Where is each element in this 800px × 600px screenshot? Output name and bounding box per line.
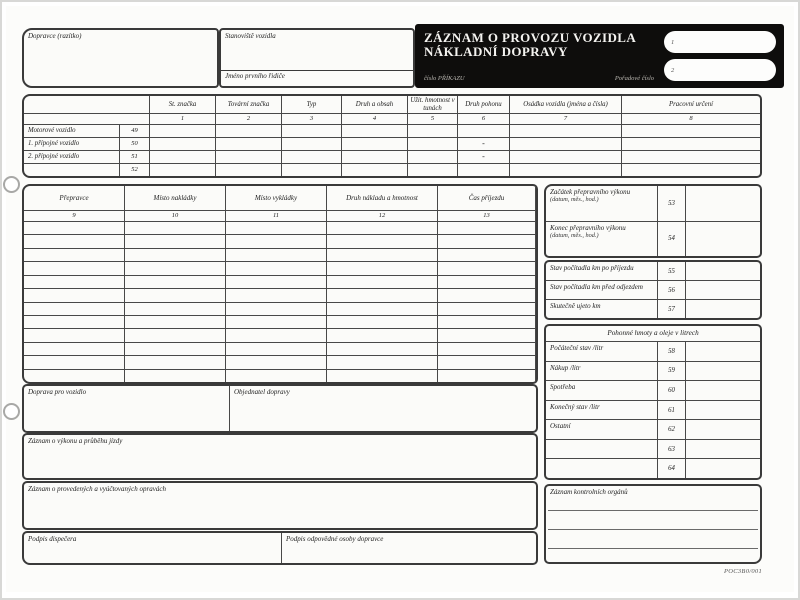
vehicle-col-header: Užit. hmotnost v tunách	[408, 96, 458, 113]
journey-table	[22, 184, 538, 384]
signature-band	[22, 531, 538, 565]
vehicle-col-num: 3	[282, 113, 342, 124]
transport-start-row: Začátek přepravního výkonu (datum, měs., hod.) 53	[546, 186, 760, 221]
field-value-blank	[686, 381, 760, 400]
vehicle-col-header: Druh pohonu	[458, 96, 510, 113]
journey-table-row	[24, 261, 536, 274]
field-number: 63	[658, 440, 686, 459]
field-number: 60	[658, 381, 686, 400]
transport-end-row: Konec přepravního výkonu (datum, měs., hod.) 54	[546, 221, 760, 257]
form-subtitle-left: číslo PŘÍKAZU	[424, 75, 465, 82]
km-driven-row: Skutečně ujeto km 57	[546, 299, 760, 318]
vehicle-table	[22, 94, 762, 178]
odometer-arrival-row: Stav počítadla km po příjezdu 55	[546, 262, 760, 280]
field-number: 56	[658, 281, 686, 299]
journey-table-header	[24, 186, 536, 210]
vehicle-col-num: 5	[408, 113, 458, 124]
repairs-record-label: Záznam o provedených a vyúčtovaných opravách	[28, 485, 166, 493]
form-subtitle	[424, 75, 654, 82]
document-number-field-2	[664, 59, 776, 81]
fuel-other-row: Ostatní 62	[546, 419, 760, 439]
journey-col-num: 11	[226, 210, 327, 221]
document-number-field-1-index: 1	[671, 38, 675, 46]
journey-table-row	[24, 328, 536, 341]
form-title-block	[415, 24, 784, 88]
journey-table-row	[24, 369, 536, 382]
journey-col-header: Přepravce	[24, 186, 125, 210]
journey-table-row	[24, 342, 536, 355]
performance-record-label: Záznam o výkonu a průběhu jízdy	[28, 437, 123, 445]
responsible-signature-field	[282, 533, 536, 563]
journey-col-num: 10	[125, 210, 226, 221]
field-number: 62	[658, 420, 686, 439]
journey-col-header: Druh nákladu a hmotnost	[327, 186, 438, 210]
journey-table-row	[24, 288, 536, 301]
journey-table-row	[24, 248, 536, 261]
field-value-blank	[686, 186, 760, 221]
driver-name-field	[221, 71, 413, 86]
dispatcher-signature-field	[24, 533, 282, 563]
journey-col-num: 13	[438, 210, 535, 221]
responsible-signature-label: Podpis odpovědné osoby dopravce	[286, 535, 384, 543]
field-value-blank	[686, 222, 760, 257]
vehicle-col-num: 2	[216, 113, 282, 124]
vehicle-col-header: Osádka vozidla (jména a čísla)	[510, 96, 622, 113]
performance-record-box	[22, 433, 538, 480]
carrier-stamp-box	[22, 28, 219, 88]
journey-col-header: Místo vykládky	[226, 186, 327, 210]
hole-punch-icon	[3, 403, 20, 420]
vehicle-col-num: 6	[458, 113, 510, 124]
journey-col-header: Čas příjezdu	[468, 194, 505, 202]
field-value-blank	[686, 362, 760, 381]
transport-by-field	[24, 386, 230, 431]
vehicle-table-row-trailer2: 2. přípojné vozidlo 51 -	[24, 150, 760, 163]
vehicle-table-row-trailer1: 1. přípojné vozidlo 50 -	[24, 137, 760, 150]
odometer-box	[544, 260, 762, 320]
journey-table-row	[24, 315, 536, 328]
field-value-blank	[686, 281, 760, 299]
field-number: 53	[658, 186, 686, 221]
journey-col-num: 12	[327, 210, 438, 221]
field-number: 58	[658, 342, 686, 361]
journey-col-header: Místo nakládky	[125, 186, 226, 210]
repairs-record-box	[22, 481, 538, 530]
ruled-line	[548, 548, 758, 549]
form-print-code: POC3B0/001	[723, 568, 762, 575]
journey-table-body	[24, 221, 536, 382]
control-authorities-label: Záznam kontrolních orgánů	[550, 488, 628, 496]
vehicle-table-row-motor: Motorové vozidlo 49	[24, 124, 760, 137]
transport-orderer-band	[22, 384, 538, 433]
vehicle-col-num: 8	[622, 113, 760, 124]
journey-table-row	[24, 234, 536, 247]
field-number: 64	[658, 459, 686, 478]
carrier-stamp-label: Dopravce (razítko)	[28, 32, 82, 40]
journey-col-num: 9	[24, 210, 125, 221]
vehicle-col-header: Tovární značka	[216, 96, 282, 113]
journey-table-row	[24, 302, 536, 315]
vehicle-col-num: 4	[342, 113, 408, 124]
vehicle-table-header	[24, 96, 760, 113]
fuel-final-row: Konečný stav /litr 61	[546, 400, 760, 420]
field-value-blank	[686, 401, 760, 420]
document-number-field-2-index: 2	[671, 66, 675, 74]
ruled-line	[548, 510, 758, 511]
form-subtitle-right: Pořadové číslo	[614, 75, 654, 82]
field-value-blank	[686, 342, 760, 361]
field-value-blank	[686, 440, 760, 459]
form-title-line1: ZÁZNAM O PROVOZU VOZIDLA	[424, 30, 637, 45]
dispatcher-signature-label: Podpis dispečera	[28, 535, 77, 543]
vehicle-station-field	[221, 30, 413, 71]
fuel-box-title: Pohonné hmoty a oleje v litrech	[546, 326, 760, 342]
field-number: 54	[658, 222, 686, 257]
field-value-blank	[686, 420, 760, 439]
ruled-line	[548, 529, 758, 530]
fuel-initial-row: Počáteční stav /litr 58	[546, 342, 760, 361]
vehicle-station-label: Stanoviště vozidla	[225, 32, 276, 40]
fuel-box	[544, 324, 762, 480]
fuel-blank-row	[546, 458, 760, 478]
vehicle-station-box	[219, 28, 415, 88]
odometer-departure-row: Stav počítadla km před odjezdem 56	[546, 280, 760, 299]
vehicle-col-header: Typ	[282, 96, 342, 113]
vehicle-col-num: 7	[510, 113, 622, 124]
journey-table-number-row	[24, 210, 536, 221]
field-value-blank	[686, 262, 760, 280]
driver-name-label: Jméno prvního řidiče	[225, 72, 285, 80]
document-number-field-1	[664, 31, 776, 53]
orderer-field	[230, 386, 536, 431]
fuel-purchase-row: Nákup /litr 59	[546, 361, 760, 381]
vehicle-col-header: Druh a obsah	[342, 96, 408, 113]
field-number: 61	[658, 401, 686, 420]
vehicle-table-corner	[24, 96, 150, 113]
vehicle-col-header: Pracovní určení	[669, 100, 713, 108]
field-number: 55	[658, 262, 686, 280]
hole-punch-icon	[3, 176, 20, 193]
field-value-blank	[686, 459, 760, 478]
vehicle-table-number-row	[24, 113, 760, 124]
field-number: 59	[658, 362, 686, 381]
vehicle-table-row-blank: 52	[24, 163, 760, 176]
transport-times-box	[544, 184, 762, 258]
journey-table-row	[24, 275, 536, 288]
field-value-blank	[686, 300, 760, 318]
control-authorities-box	[544, 484, 762, 564]
vehicle-col-header: St. značka	[150, 96, 216, 113]
transport-by-label: Doprava pro vozidlo	[28, 388, 87, 396]
fuel-consumption-row: Spotřeba 60	[546, 380, 760, 400]
journey-table-row	[24, 355, 536, 368]
vehicle-col-num: 1	[150, 113, 216, 124]
fuel-blank-row	[546, 439, 760, 459]
form-title-line2: NÁKLADNÍ DOPRAVY	[424, 44, 568, 59]
journey-table-row	[24, 221, 536, 234]
field-number: 57	[658, 300, 686, 318]
orderer-label: Objednatel dopravy	[234, 388, 290, 396]
